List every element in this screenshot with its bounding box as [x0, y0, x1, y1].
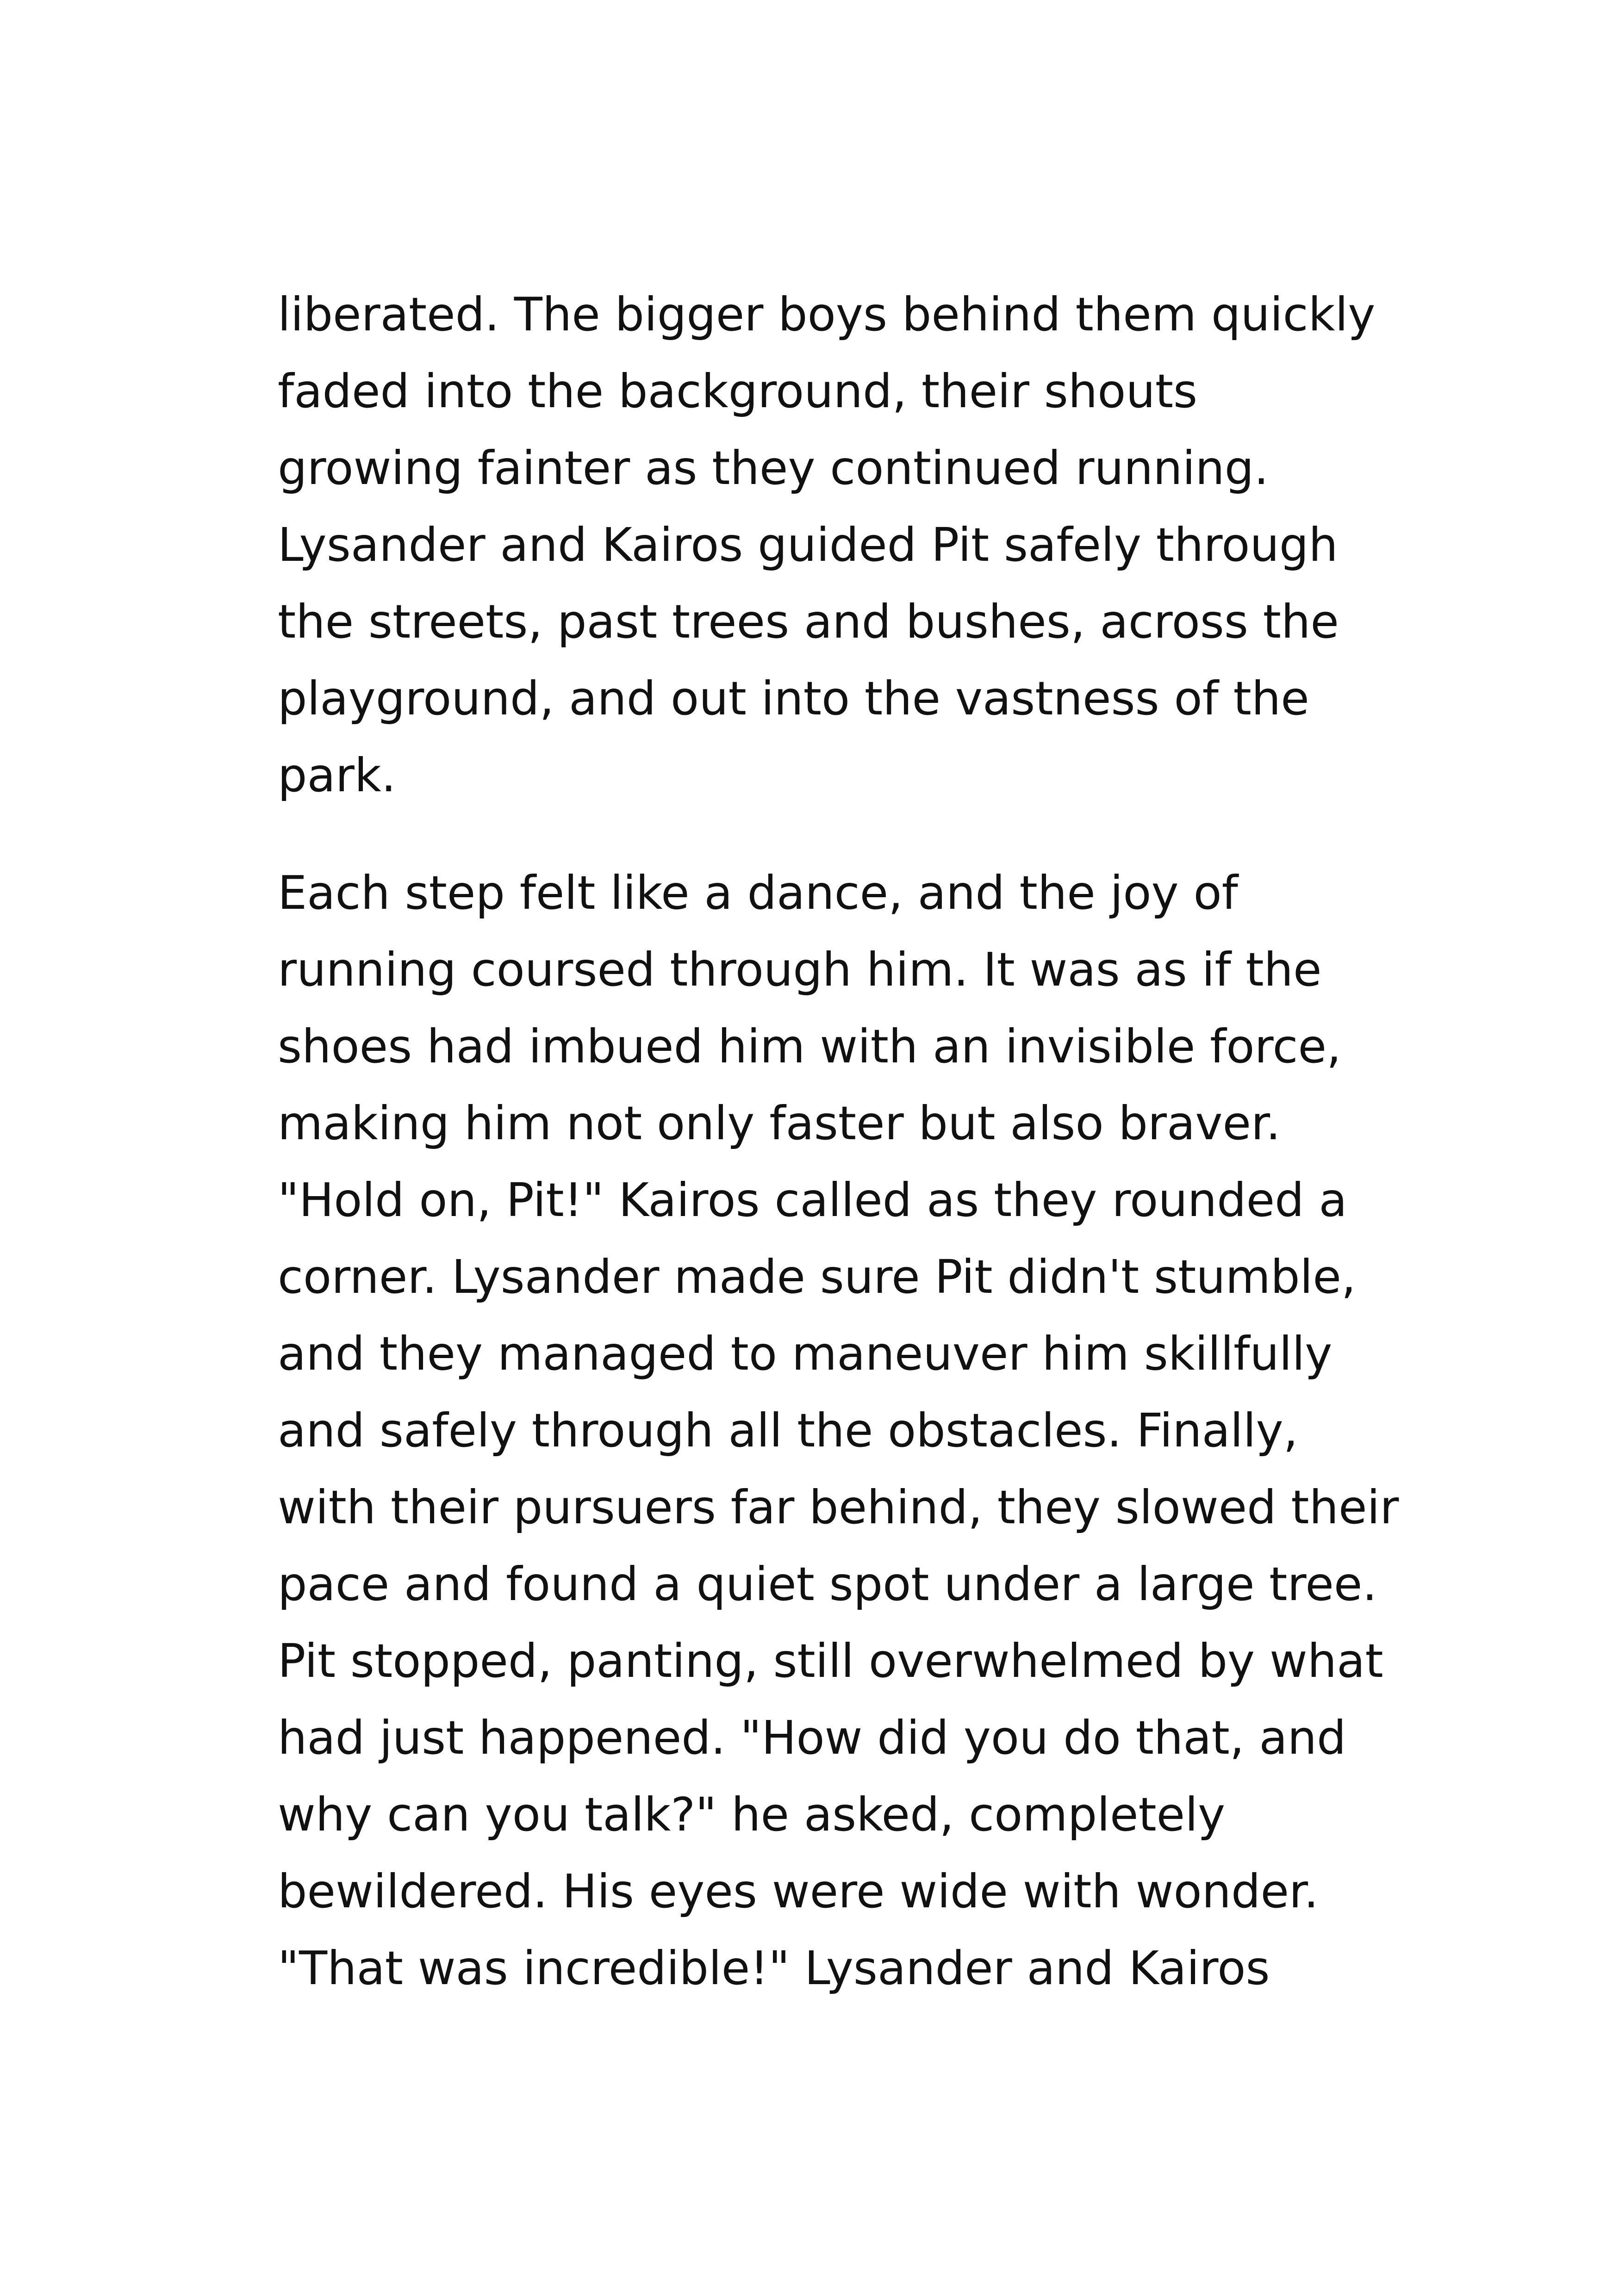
- text-line: faded into the background, their shouts: [278, 364, 1198, 418]
- text-line: had just happened. "How did you do that, and: [278, 1711, 1346, 1765]
- paragraph-2: [278, 855, 1398, 2007]
- text-line: corner. Lysander made sure Pit didn't stumble,: [278, 1250, 1356, 1304]
- text-line: making him not only faster but also braver.: [278, 1096, 1281, 1150]
- text-line: the streets, past trees and bushes, across the: [278, 595, 1339, 649]
- text-line: Lysander and Kairos guided Pit safely through: [278, 518, 1338, 572]
- text-line: "That was incredible!" Lysander and Kairos: [278, 1941, 1270, 1995]
- text-line: liberated. The bigger boys behind them quickly: [278, 287, 1376, 341]
- paragraph-1: [278, 276, 1398, 814]
- text-line: why can you talk?" he asked, completely: [278, 1787, 1226, 1842]
- text-line: and they managed to maneuver him skillfully: [278, 1327, 1333, 1381]
- text-line: with their pursuers far behind, they slowed their: [278, 1480, 1399, 1534]
- text-line: playground, and out into the vastness of the: [278, 671, 1309, 726]
- text-line: shoes had imbued him with an invisible force,: [278, 1019, 1341, 1074]
- text-line: pace and found a quiet spot under a large tree.: [278, 1557, 1377, 1611]
- text-line: growing fainter as they continued running.: [278, 441, 1269, 495]
- text-line: bewildered. His eyes were wide with wonder.: [278, 1864, 1319, 1918]
- text-line: running coursed through him. It was as if the: [278, 943, 1322, 997]
- text-line: park.: [278, 748, 396, 802]
- text-line: Pit stopped, panting, still overwhelmed by what: [278, 1634, 1383, 1688]
- text-line: "Hold on, Pit!" Kairos called as they rounded a: [278, 1173, 1347, 1227]
- text-line: Each step felt like a dance, and the joy of: [278, 866, 1238, 920]
- text-line: and safely through all the obstacles. Finally,: [278, 1403, 1298, 1458]
